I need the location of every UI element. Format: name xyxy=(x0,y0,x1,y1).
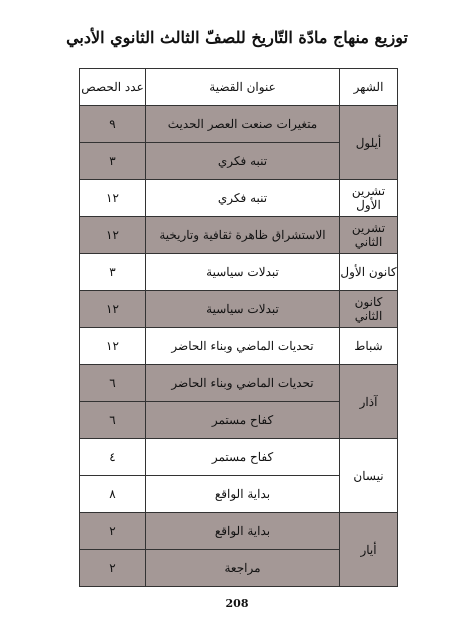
topic-cell: تحديات الماضي وبناء الحاضر xyxy=(146,365,340,402)
table-row xyxy=(80,365,398,402)
table-row xyxy=(80,106,398,143)
header-topic: عنوان القضية xyxy=(146,69,340,106)
table-row xyxy=(80,328,398,365)
count-cell: ٣ xyxy=(80,143,146,180)
table-row xyxy=(80,217,398,254)
topic-cell: كفاح مستمر xyxy=(146,402,340,439)
curriculum-table xyxy=(79,68,398,587)
count-cell: ٢ xyxy=(80,513,146,550)
count-cell: ١٢ xyxy=(80,217,146,254)
count-cell: ٣ xyxy=(80,254,146,291)
topic-cell: الاستشراق ظاهرة ثقافية وتاريخية xyxy=(146,217,340,254)
topic-cell: تنبه فكري xyxy=(146,143,340,180)
page-title: توزيع منهاج مادّة التّاريخ للصفّ الثالث الثانوي الأدبي xyxy=(66,28,408,47)
topic-cell: متغيرات صنعت العصر الحديث xyxy=(146,106,340,143)
table-row xyxy=(80,254,398,291)
month-cell: نيسان xyxy=(340,439,398,513)
header-month: الشهر xyxy=(340,69,398,106)
topic-cell: مراجعة xyxy=(146,550,340,587)
topic-cell: كفاح مستمر xyxy=(146,439,340,476)
topic-cell: تبدلات سياسية xyxy=(146,254,340,291)
table-row xyxy=(80,513,398,550)
month-cell: تشرين الأول xyxy=(340,180,398,217)
table-row xyxy=(80,180,398,217)
header-count: عدد الحصص xyxy=(80,69,146,106)
topic-cell: تحديات الماضي وبناء الحاضر xyxy=(146,328,340,365)
count-cell: ٨ xyxy=(80,476,146,513)
count-cell: ١٢ xyxy=(80,291,146,328)
month-cell: كانون الأول xyxy=(340,254,398,291)
month-cell: كانون الثاني xyxy=(340,291,398,328)
count-cell: ١٢ xyxy=(80,328,146,365)
month-cell: آذار xyxy=(340,365,398,439)
month-cell: تشرين الثاني xyxy=(340,217,398,254)
count-cell: ٦ xyxy=(80,365,146,402)
table-row xyxy=(80,291,398,328)
count-cell: ٢ xyxy=(80,550,146,587)
count-cell: ١٢ xyxy=(80,180,146,217)
month-cell: أيار xyxy=(340,513,398,587)
month-cell: أيلول xyxy=(340,106,398,180)
topic-cell: بداية الواقع xyxy=(146,476,340,513)
table-header-row xyxy=(80,69,398,106)
table-row xyxy=(80,439,398,476)
topic-cell: تبدلات سياسية xyxy=(146,291,340,328)
count-cell: ٦ xyxy=(80,402,146,439)
count-cell: ٤ xyxy=(80,439,146,476)
topic-cell: تنبه فكري xyxy=(146,180,340,217)
topic-cell: بداية الواقع xyxy=(146,513,340,550)
count-cell: ٩ xyxy=(80,106,146,143)
month-cell: شباط xyxy=(340,328,398,365)
page-number: 208 xyxy=(225,597,249,610)
